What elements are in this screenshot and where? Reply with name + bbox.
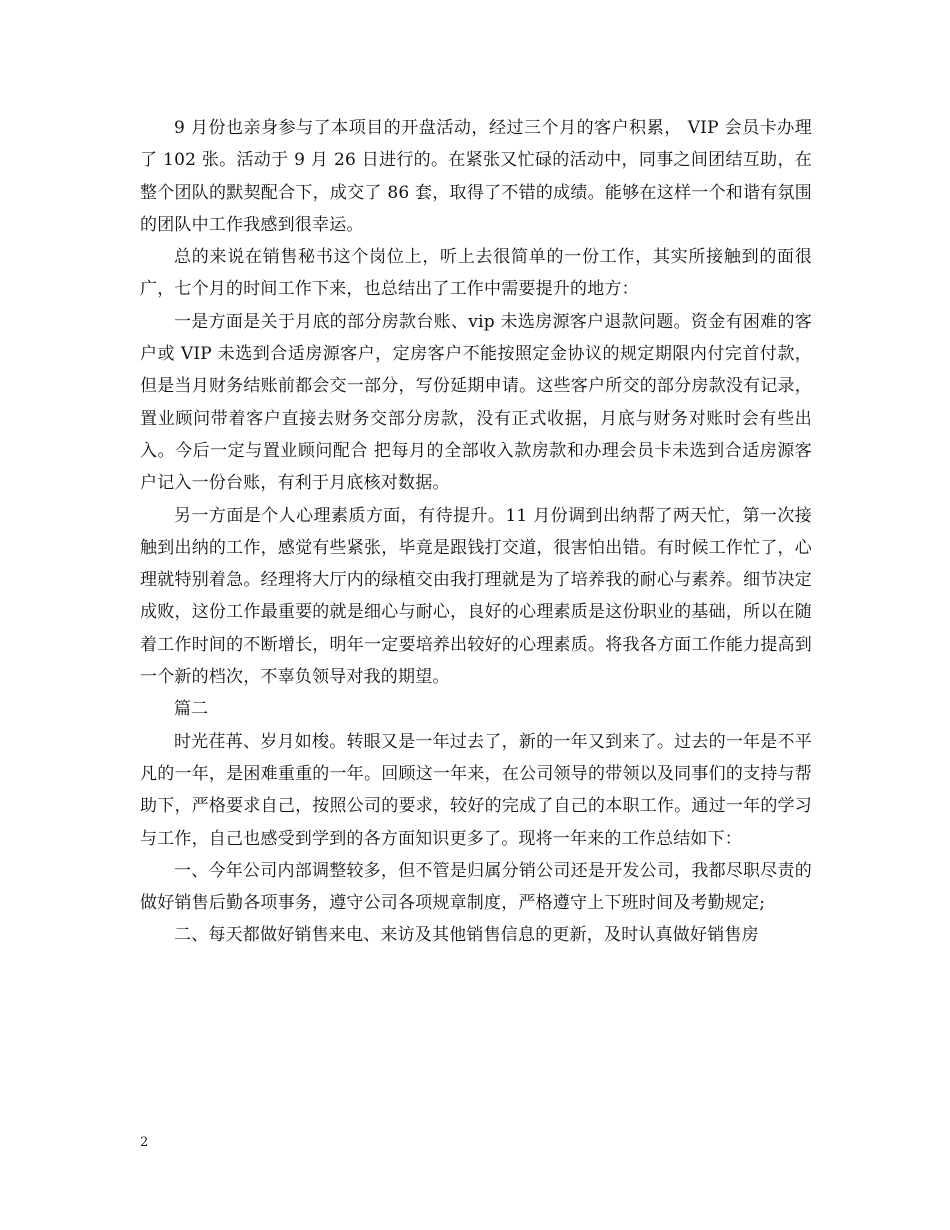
- page-number: 2: [140, 1135, 149, 1150]
- paragraph-year-review: 时光荏苒、岁月如梭。转眼又是一年过去了，新的一年又到来了。过去的一年是不平凡的一年，是困难重重的一年。回顾这一年来，在公司领导的带领以及同事们的支持与帮助下，严格要求自己，按照公司的要求，较好的完成了自己的本职工作。通过一年的学习与工作，自己也感受到学到的各方面知识更多了。现将一年来的工作总结如下：: [140, 731, 812, 849]
- paragraph-ledger-issue: 一是方面是关于月底的部分房款台账、vip 未选房源客户退款问题。资金有困难的客户或 VIP 未选到合适房源客户，定房客户不能按照定金协议的规定期限内付完首付款，但是当月财务结账前都会交一部分，写份延期申请。这些客户所交的部分房款没有记录，置业顾问带着客户直接去财务交部分房款，没有正式收据，月底与财务对账时会有些出入。今后一定与置业顾问配合 把每月的全部收入款房款和办理会员卡未选到合适房源客户记入一份台账，有利于月底核对数据。: [140, 311, 812, 494]
- section-heading: 篇二: [174, 699, 208, 720]
- paragraph-summary: 总的来说在销售秘书这个岗位上，听上去很简单的一份工作，其实所接触到的面很广，七个月的时间工作下来，也总结出了工作中需要提升的地方：: [140, 247, 812, 300]
- paragraph-item-two: 二、每天都做好销售来电、来访及其他销售信息的更新，及时认真做好销售房: [174, 925, 759, 946]
- paragraph-opening-activity: 9 月份也亲身参与了本项目的开盘活动，经过三个月的客户积累， VIP 会员卡办理了 102 张。活动于 9 月 26 日进行的。在紧张又忙碌的活动中，同事之间团结互助，在整个团队的默契配合下，成交了 86 套，取得了不错的成绩。能够在这样一个和谐有氛围的团队中工作我感到很幸运。: [140, 118, 812, 235]
- paragraph-item-one: 一、今年公司内部调整较多，但不管是归属分销公司还是开发公司，我都尽职尽责的做好销售后勤各项事务，遵守公司各项规章制度，严格遵守上下班时间及考勤规定;: [140, 860, 812, 914]
- document-body: [140, 112, 812, 952]
- paragraph-personal-quality: 另一方面是个人心理素质方面，有待提升。11 月份调到出纳帮了两天忙，第一次接触到出纳的工作，感觉有些紧张，毕竟是跟钱打交道，很害怕出错。有时候工作忙了，心理就特别着急。经理将大厅内的绿植交由我打理就是为了培养我的耐心与素养。细节决定成败，这份工作最重要的就是细心与耐心，良好的心理素质是这份职业的基础，所以在随着工作时间的不断增长，明年一定要培养出较好的心理素质。将我各方面工作能力提高到一个新的档次，不辜负领导对我的期望。: [140, 505, 812, 688]
